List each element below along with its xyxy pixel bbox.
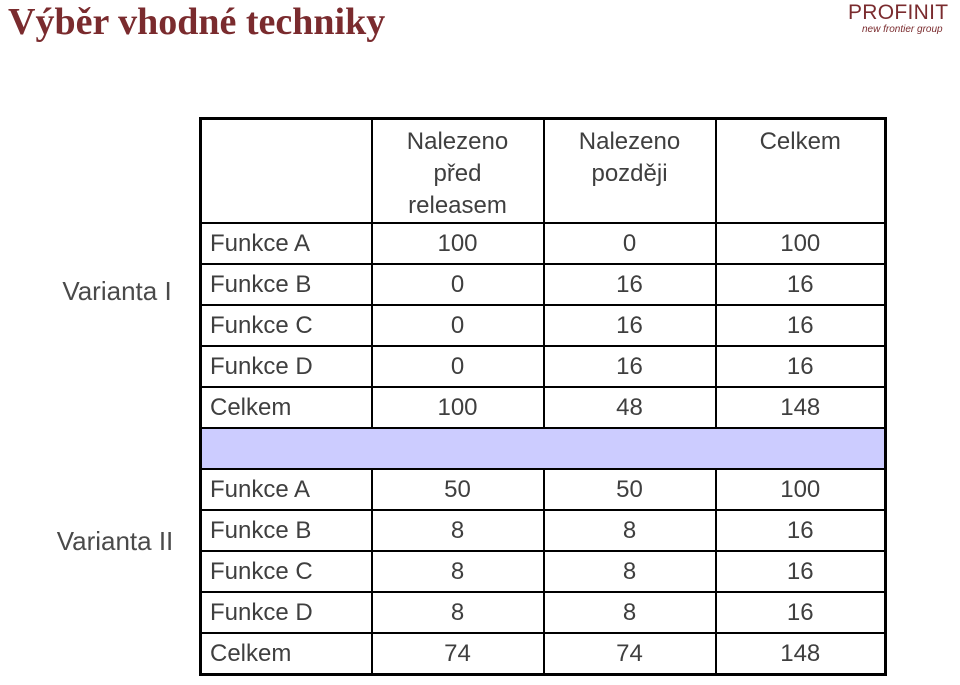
variant-separator-row	[201, 428, 886, 469]
cell-later: 16	[544, 305, 716, 346]
cell-before: 100	[372, 223, 544, 264]
cell-total: 16	[716, 592, 886, 633]
profinit-logo	[848, 2, 958, 35]
table-row	[201, 305, 886, 346]
cell-later: 50	[544, 469, 716, 510]
table-row	[201, 469, 886, 510]
separator-cell	[201, 428, 886, 469]
cell-before: 8	[372, 592, 544, 633]
table-row	[201, 510, 886, 551]
logo-main-text: PROFINIT	[848, 1, 949, 24]
cell-before: 8	[372, 510, 544, 551]
cell-later: 16	[544, 346, 716, 387]
cell-before: 0	[372, 264, 544, 305]
cell-later: 8	[544, 510, 716, 551]
row-label: Funkce C	[201, 305, 372, 346]
cell-total: 148	[716, 387, 886, 428]
cell-total: 16	[716, 264, 886, 305]
header-empty	[201, 119, 372, 224]
header-found-before: Nalezeno před releasem	[372, 119, 544, 224]
cell-before: 50	[372, 469, 544, 510]
table-row	[201, 346, 886, 387]
cell-total: 148	[716, 633, 886, 675]
cell-later: 74	[544, 633, 716, 675]
page-title: Výběr vhodné techniky	[8, 1, 386, 43]
table-row	[201, 592, 886, 633]
row-label: Funkce D	[201, 346, 372, 387]
cell-total: 100	[716, 223, 886, 264]
cell-total: 100	[716, 469, 886, 510]
cell-before: 0	[372, 346, 544, 387]
cell-later: 8	[544, 551, 716, 592]
row-label: Celkem	[201, 387, 372, 428]
cell-total: 16	[716, 551, 886, 592]
table-row	[201, 551, 886, 592]
row-label: Funkce B	[201, 264, 372, 305]
cell-later: 48	[544, 387, 716, 428]
row-label: Funkce A	[201, 223, 372, 264]
row-label: Funkce D	[201, 592, 372, 633]
comparison-table	[199, 117, 887, 676]
cell-later: 8	[544, 592, 716, 633]
table-row-total	[201, 633, 886, 675]
row-label: Funkce A	[201, 469, 372, 510]
cell-later: 0	[544, 223, 716, 264]
table-row	[201, 264, 886, 305]
cell-later: 16	[544, 264, 716, 305]
row-label: Funkce C	[201, 551, 372, 592]
cell-before: 8	[372, 551, 544, 592]
cell-total: 16	[716, 510, 886, 551]
header-total: Celkem	[716, 119, 886, 224]
variant-2-label: Varianta II	[56, 526, 174, 556]
row-label: Celkem	[201, 633, 372, 675]
cell-before: 74	[372, 633, 544, 675]
cell-total: 16	[716, 346, 886, 387]
header-found-later: Nalezeno později	[544, 119, 716, 224]
cell-before: 0	[372, 305, 544, 346]
cell-total: 16	[716, 305, 886, 346]
logo-tagline: new frontier group	[862, 24, 943, 35]
variant-1-label: Varianta I	[62, 276, 172, 306]
table-row-total	[201, 387, 886, 428]
cell-before: 100	[372, 387, 544, 428]
table-header-row	[201, 119, 886, 224]
row-label: Funkce B	[201, 510, 372, 551]
table-row	[201, 223, 886, 264]
